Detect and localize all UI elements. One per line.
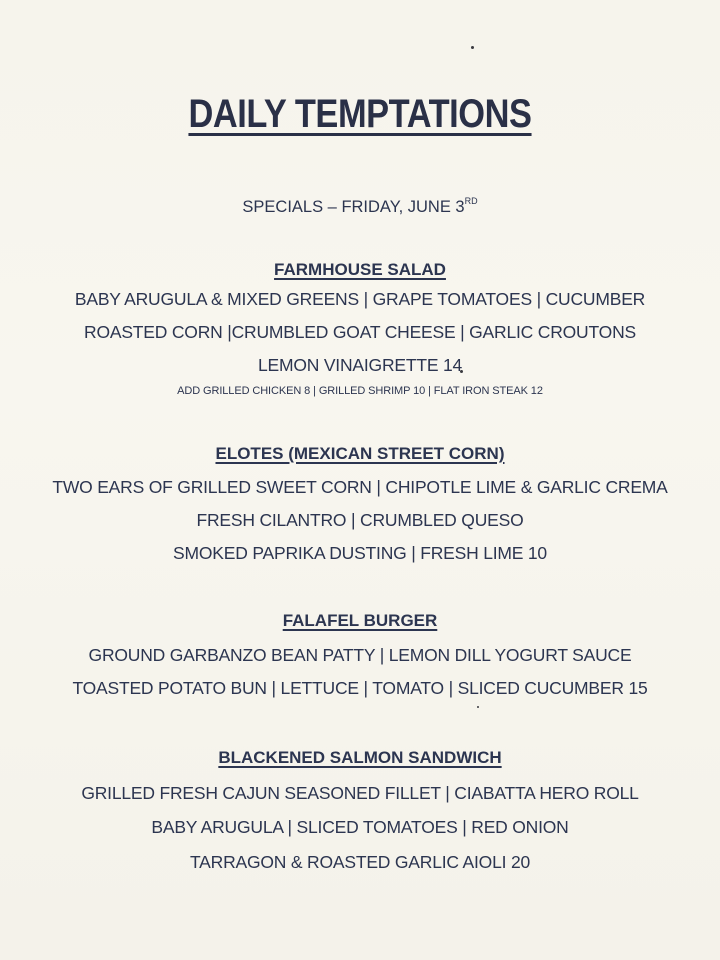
menu-item-line: BABY ARUGULA | SLICED TOMATOES | RED ONION bbox=[151, 817, 569, 837]
section-heading-blackened-salmon: BLACKENED SALMON SANDWICH bbox=[218, 748, 502, 767]
menu-item-line: GROUND GARBANZO BEAN PATTY | LEMON DILL YOGURT SAUCE bbox=[88, 645, 632, 665]
paper-speck bbox=[471, 46, 474, 49]
menu-item-line: GRILLED FRESH CAJUN SEASONED FILLET | CIABATTA HERO ROLL bbox=[81, 783, 639, 803]
menu-item-line: FRESH CILANTRO | CRUMBLED QUESO bbox=[196, 510, 524, 530]
menu-item-line: LEMON VINAIGRETTE 14 bbox=[257, 355, 463, 375]
subtitle-ordinal: RD bbox=[464, 196, 478, 206]
menu-item-line: ROASTED CORN |CRUMBLED GOAT CHEESE | GARLIC CROUTONS bbox=[84, 322, 636, 342]
menu-item-line: BABY ARUGULA & MIXED GREENS | GRAPE TOMATOES | CUCUMBER bbox=[74, 289, 646, 309]
menu-item-line: TWO EARS OF GRILLED SWEET CORN | CHIPOTLE LIME & GARLIC CREMA bbox=[52, 477, 668, 497]
menu-item-line: TARRAGON & ROASTED GARLIC AIOLI 20 bbox=[189, 852, 531, 872]
section-heading-farmhouse-salad: FARMHOUSE SALAD bbox=[274, 260, 446, 279]
menu-item-line: SMOKED PAPRIKA DUSTING | FRESH LIME 10 bbox=[173, 543, 547, 563]
menu-item-line: TOASTED POTATO BUN | LETTUCE | TOMATO | SLICED CUCUMBER 15 bbox=[72, 678, 648, 698]
menu-subtitle bbox=[0, 196, 720, 217]
section-heading-falafel-burger: FALAFEL BURGER bbox=[282, 611, 438, 630]
paper-speck bbox=[477, 706, 479, 708]
section-heading-elotes: ELOTES (MEXICAN STREET CORN) bbox=[215, 444, 505, 463]
addon-line: ADD GRILLED CHICKEN 8 | GRILLED SHRIMP 10 | FLAT IRON STEAK 12 bbox=[177, 385, 543, 397]
subtitle-text: SPECIALS – FRIDAY, JUNE 3 bbox=[242, 198, 465, 216]
menu-title: DAILY TEMPTATIONS bbox=[188, 92, 532, 136]
